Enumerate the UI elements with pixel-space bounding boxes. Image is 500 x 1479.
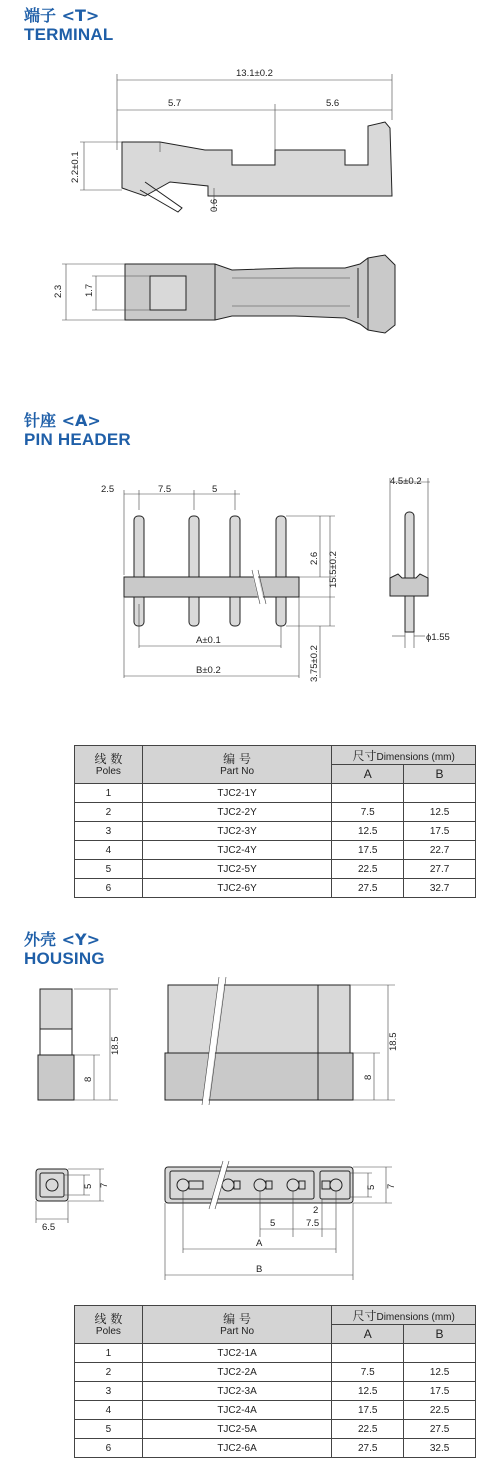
pin-header-title-cn: 针座 <A>	[24, 411, 101, 430]
housing-dim-b: B	[256, 1264, 263, 1275]
table-row: 1 TJC2-1Y	[75, 784, 476, 803]
housing-front-bottom	[165, 1053, 353, 1100]
pin-dim-5: 5	[212, 484, 218, 495]
pin-dim-2-6: 2.6	[309, 551, 320, 565]
terminal-title-en: TERMINAL	[24, 25, 114, 44]
table-row: 3 TJC2-3Y 12.5 17.5	[75, 822, 476, 841]
table-row: 4 TJC2-4Y 17.5 22.7	[75, 841, 476, 860]
housing-dim-8-left: 8	[83, 1076, 94, 1082]
housing-side-top	[40, 989, 72, 1029]
housing-title-en: HOUSING	[24, 949, 105, 968]
housing-bottom-view	[165, 1167, 353, 1203]
housing-title-cn: 外壳 <Y>	[24, 930, 100, 949]
col-dimensions-header: 尺寸Dimensions (mm)	[332, 746, 476, 765]
pin-dim-dia: ϕ1.55	[426, 632, 450, 643]
pin-dim-7-5: 7.5	[158, 484, 172, 495]
terminal-drawing	[0, 0, 500, 380]
terminal-dim-height: 2.2±0.1	[70, 151, 81, 183]
housing-dim-7-left: 7	[99, 1182, 110, 1188]
terminal-dim-outer: 2.3	[53, 284, 64, 298]
housing-drawing	[0, 975, 500, 1285]
table-row: 2 TJC2-2Y 7.5 12.5	[75, 803, 476, 822]
col-poles-header: 线 数 Poles	[75, 746, 143, 784]
housing-dim-5-mid: 5	[270, 1218, 276, 1229]
pin-dim-2-5: 2.5	[101, 484, 115, 495]
col-a-header: A	[332, 765, 404, 784]
housing-dim-18-5-left: 18.5	[110, 1036, 121, 1055]
pin-header-title-en: PIN HEADER	[24, 430, 131, 449]
pin-dim-b: B±0.2	[196, 665, 221, 676]
pin-dim-height: 15.5±0.2	[328, 551, 339, 588]
terminal-dim-inner: 1.7	[84, 283, 95, 297]
housing-dim-8-right: 8	[363, 1074, 374, 1080]
terminal-dim-left: 5.7	[168, 98, 182, 109]
col-a-header: A	[332, 1325, 404, 1344]
housing-dim-2: 2	[313, 1205, 319, 1216]
table-row: 4 TJC2-4A 17.5 22.5	[75, 1401, 476, 1420]
table-row: 6 TJC2-6Y 27.5 32.7	[75, 879, 476, 898]
pin-dim-a: A±0.1	[196, 635, 221, 646]
housing-dim-a: A	[256, 1238, 263, 1249]
pin-dim-width: 4.5±0.2	[390, 476, 422, 487]
col-b-header: B	[404, 765, 476, 784]
terminal-title-cn: 端子 <T>	[24, 6, 100, 25]
terminal-dim-right: 5.6	[326, 98, 340, 109]
pin-header-section-title	[24, 413, 131, 448]
housing-dim-6-5: 6.5	[42, 1222, 56, 1233]
housing-dim-5-left: 5	[83, 1183, 94, 1189]
terminal-dim-overall: 13.1±0.2	[236, 68, 273, 79]
terminal-dim-tab: 0.6	[209, 198, 220, 212]
housing-side-bottom	[38, 1055, 74, 1100]
table-row: 2 TJC2-2A 7.5 12.5	[75, 1363, 476, 1382]
pin-dim-tail: 3.75±0.2	[309, 645, 320, 682]
table-row: 6 TJC2-6A 27.5 32.5	[75, 1439, 476, 1458]
housing-front-top	[168, 985, 350, 1055]
housing-dim-5-right: 5	[366, 1184, 377, 1190]
col-poles-header: 线 数 Poles	[75, 1306, 143, 1344]
pin-header-table	[74, 745, 476, 898]
table-row: 3 TJC2-3A 12.5 17.5	[75, 1382, 476, 1401]
pin-header-pins	[134, 516, 286, 626]
terminal-side-profile	[122, 122, 392, 196]
housing-dim-18-5-right: 18.5	[388, 1032, 399, 1051]
table-row: 5 TJC2-5A 22.5 27.5	[75, 1420, 476, 1439]
pin-header-base	[124, 577, 299, 597]
table-row: 1 TJC2-1A	[75, 1344, 476, 1363]
housing-dim-7-right: 7	[386, 1183, 397, 1189]
housing-dim-7-5: 7.5	[306, 1218, 320, 1229]
pin-header-drawing	[0, 470, 500, 690]
housing-section-title	[24, 932, 105, 967]
col-b-header: B	[404, 1325, 476, 1344]
col-part-header: 编 号 Part No	[142, 1306, 331, 1344]
table-row: 5 TJC2-5Y 22.5 27.7	[75, 860, 476, 879]
housing-table	[74, 1305, 476, 1458]
col-part-header: 编 号 Part No	[142, 746, 331, 784]
col-dimensions-header: 尺寸Dimensions (mm)	[332, 1306, 476, 1325]
